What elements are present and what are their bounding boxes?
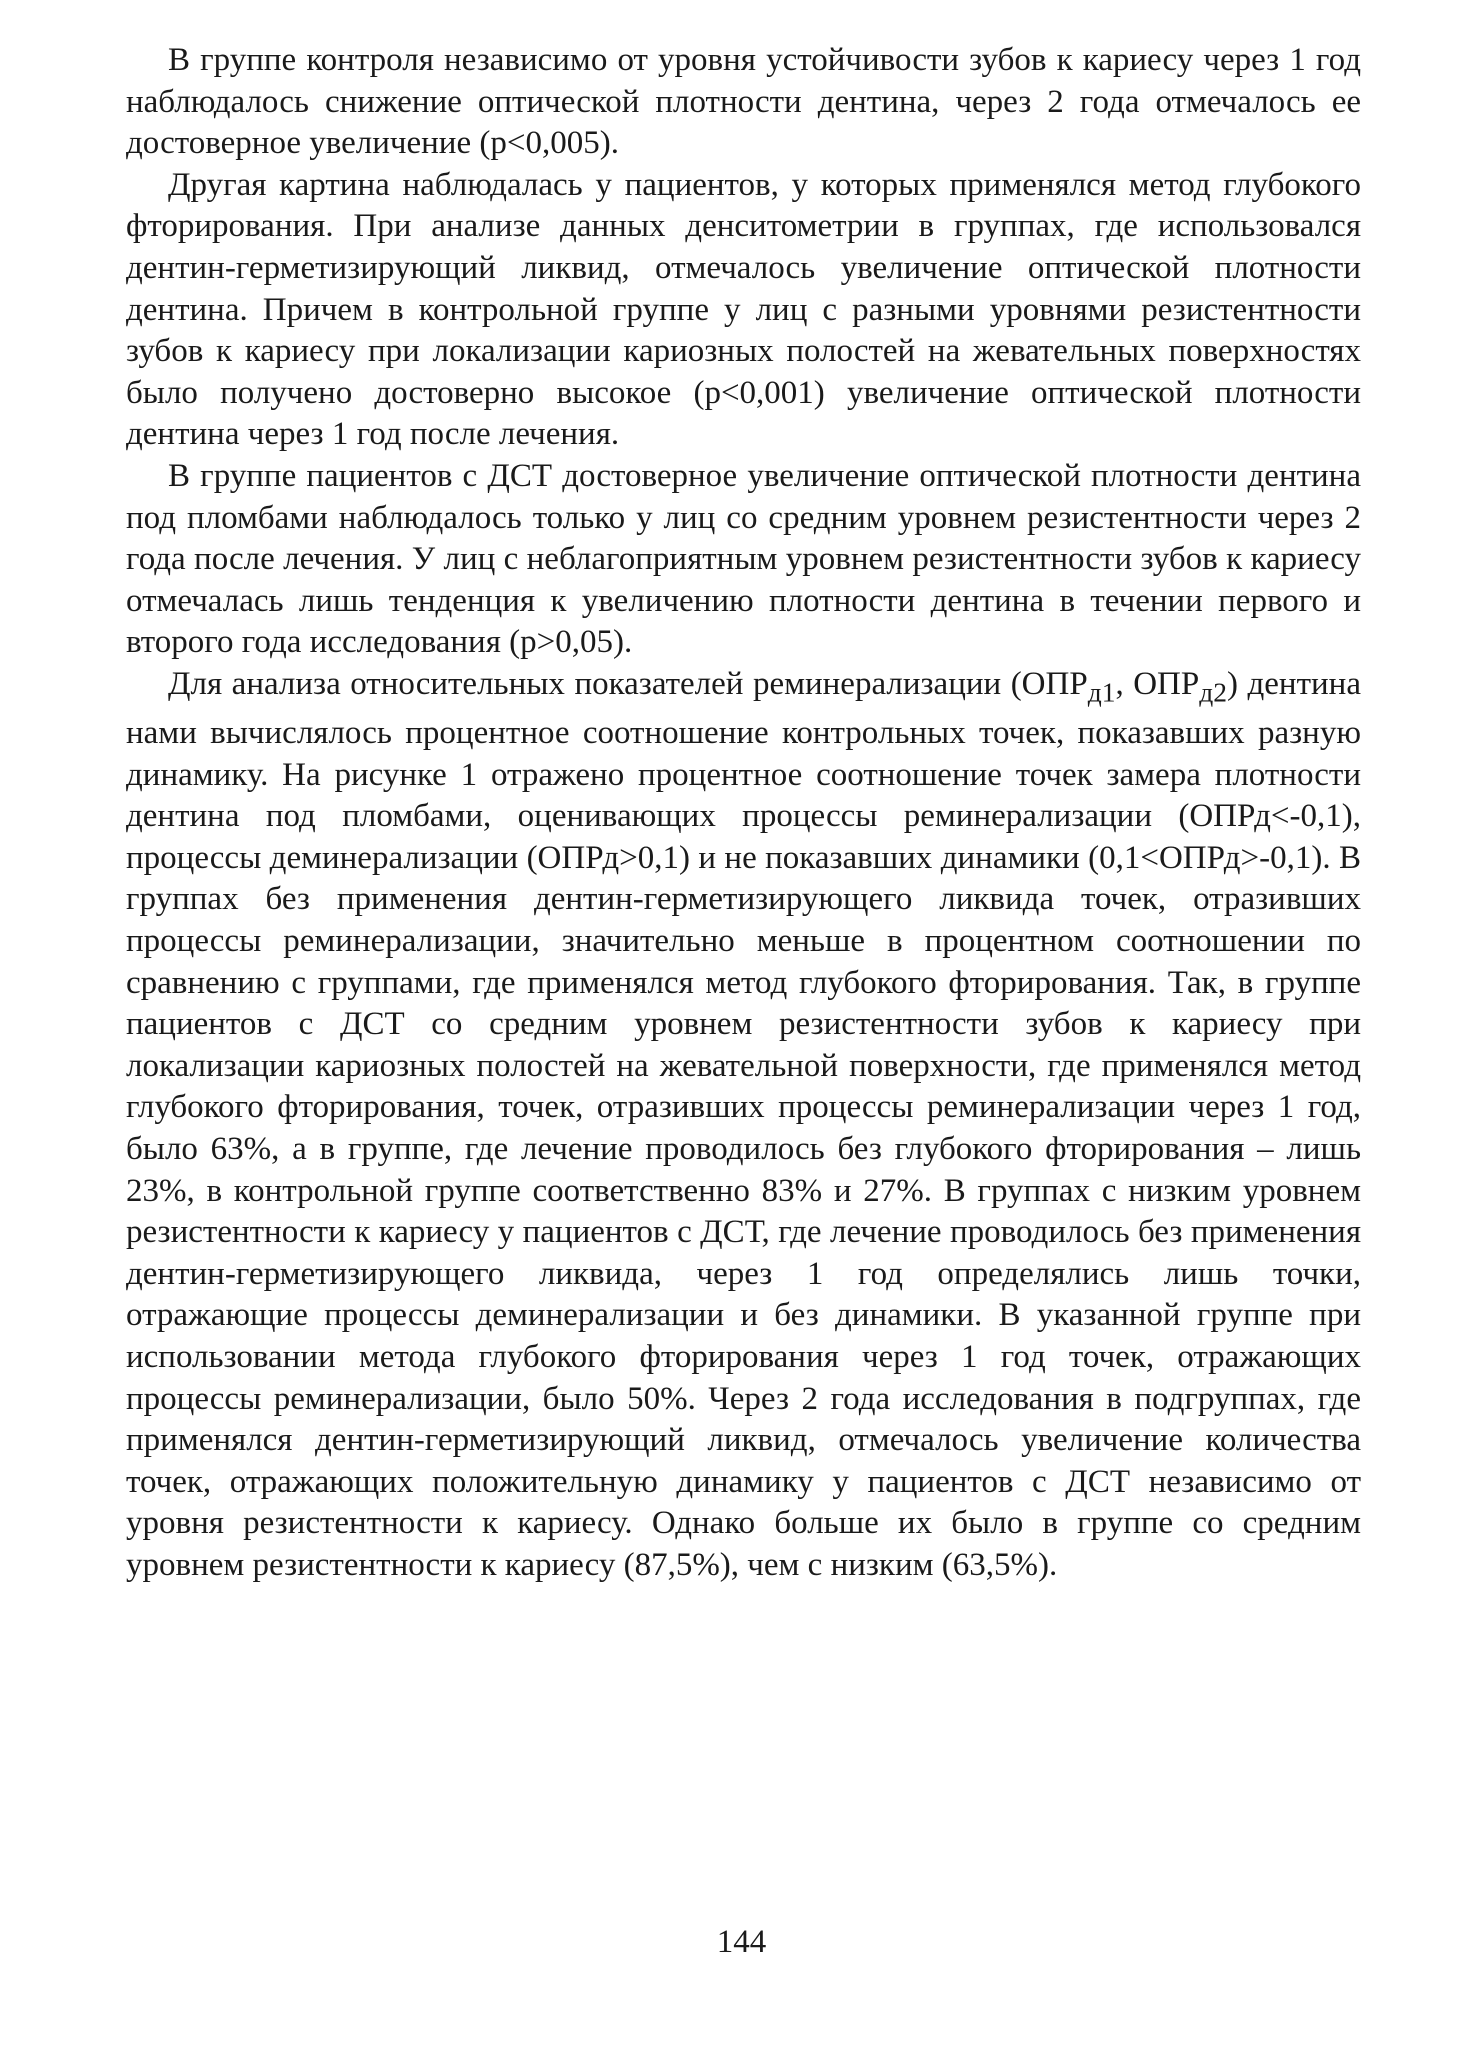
page-number: 144: [716, 1924, 767, 1960]
paragraph-remineralization-analysis: Для анализа относительных показателей реминерализации ($ОПР_{д1}$, $ОПР_{д2}$) дентина нами вычислялось процентное соотношение контрольных точек, показавших разную динамику. На рисунке 1 отражено процентное соотношение точек замера плотности дентина под пломбами, оценивающих процессы реминерализации (ОПРд<-0,1), процессы деминерализации (ОПРд>0,1) и не показавших динамики (0,1<ОПРд>-0,1). В группах без применения дентин-герметизирующего ликвида точек, отразивших процессы реминерализации, значительно меньше в процентном соотношении по сравнению с группами, где применялся метод глубокого фторирования. Так, в группе пациентов с ДСТ со средним уровнем резистентности зубов к кариесу при локализации кариозных полостей на жевательной поверхности, где применялся метод глубокого фторирования, точек, отразивших процессы реминерализации через 1 год, было 63%, а в группе, где лечение проводилось без глубокого фторирования – лишь 23%, в контрольной группе соответственно 83% и 27%. В группах с низким уровнем резистентности к кариесу у пациентов с ДСТ, где лечение проводилось без применения дентин-герметизирующего ликвида, через 1 год определялись лишь точки, отражающие процессы деминерализации и без динамики. В указанной группе при использовании метода глубокого фторирования через 1 год точек, отражающих процессы реминерализации, было 50%. Через 2 года исследования в подгруппах, где применялся дентин-герметизирующий ликвид, отмечалось увеличение количества точек, отражающих положительную динамику у пациентов с ДСТ независимо от уровня резистентности к кариесу. Однако больше их было в группе со средним уровнем резистентности к кариесу (87,5%), чем с низким (63,5%).: [126, 665, 1361, 1583]
paragraph-control-group: В группе контроля независимо от уровня устойчивости зубов к кариесу через 1 год наблюдалось снижение оптической плотности дентина, через 2 года отмечалось ее достоверное увеличение (p<0,005).: [126, 42, 1361, 162]
body-text: [126, 40, 1361, 1587]
paragraph-dst-group: В группе пациентов с ДСТ достоверное увеличение оптической плотности дентина под пломбами наблюдалось только у лиц со средним уровнем резистентности через 2 года после лечения. У лиц с неблагоприятным уровнем резистентности зубов к кариесу отмечалась лишь тенденция к увеличению плотности дентина в течении первого и второго года исследования (p>0,05).: [126, 457, 1361, 661]
paragraph-deep-fluoridation: Другая картина наблюдалась у пациентов, у которых применялся метод глубокого фторирования. При анализе данных денситометрии в группах, где использовался дентин-герметизирующий ликвид, отмечалось увеличение оптической плотности дентина. Причем в контрольной группе у лиц с разными уровнями резистентности зубов к кариесу при локализации кариозных полостей на жевательных поверхностях было получено достоверно высокое (p<0,001) увеличение оптической плотности дентина через 1 год после лечения.: [126, 166, 1361, 453]
